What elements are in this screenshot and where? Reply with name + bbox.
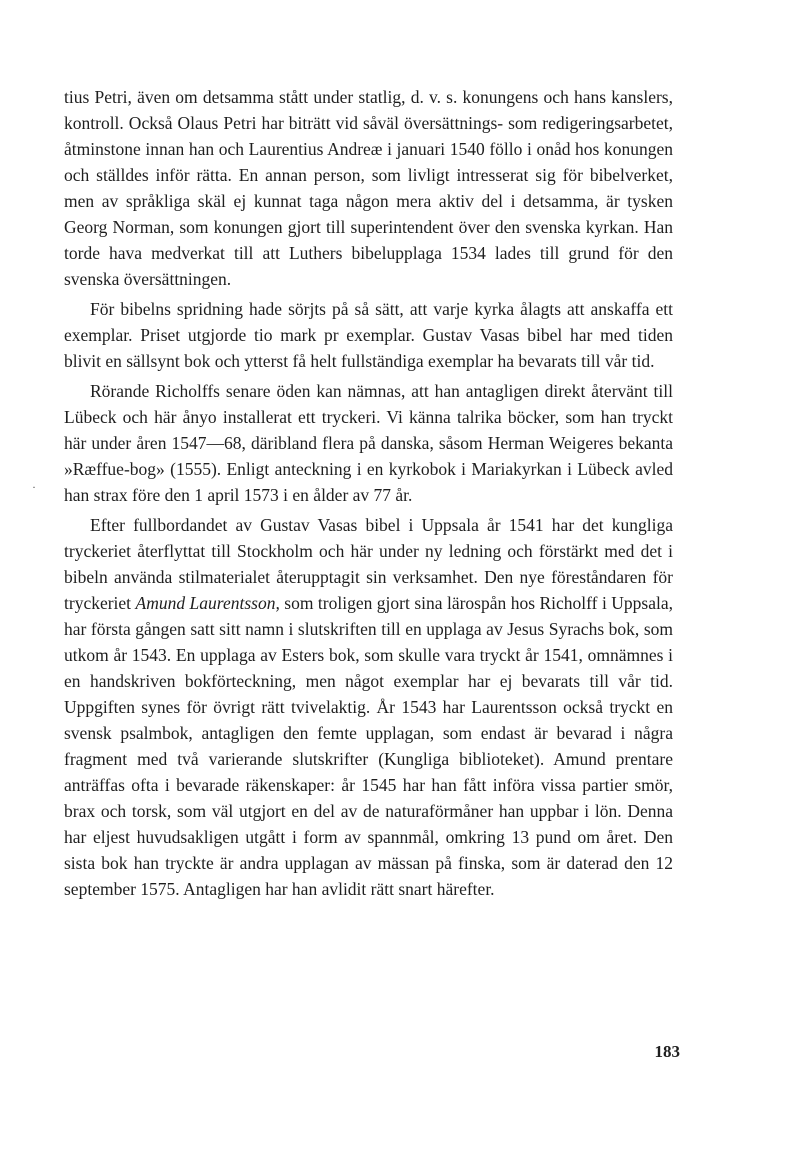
margin-dot: ·	[32, 480, 36, 494]
paragraph-4	[64, 512, 673, 902]
paragraph-1: tius Petri, även om detsamma stått under statlig, d. v. s. konungens och hans kanslers, kontroll. Också Olaus Petri har biträtt vid såväl översättnings- som redigeringsarbetet, åtminstone innan han och Laurentius Andreæ i januari 1540 föllo i onåd hos konungen och ställdes inför rätta. En annan person, som livligt intresserat sig för bibelverket, men av språkliga skäl ej kunnat taga någon mera aktiv del i detsamma, är tysken Georg Norman, som konungen gjort till superintendent över den svenska kyrkan. Han torde hava medverkat till att Luthers bibelupplaga 1534 lades till grund för den svenska översättningen.	[64, 87, 673, 289]
paragraph-2: För bibelns spridning hade sörjts på så sätt, att varje kyrka ålagts att anskaffa ett exemplar. Priset utgjorde tio mark pr exemplar. Gustav Vasas bibel har med tiden blivit en sällsynt bok och ytterst få helt fullständiga exemplar ha bevarats till vår tid.	[64, 299, 673, 371]
paragraph-4-text-end: som troligen gjort sina lärospån hos Richolff i Uppsala, har första gången satt sitt namn i slutskriften till en upplaga av Jesus Syrachs bok, som utkom år 1543. En upplaga av Esters bok, som skulle vara tryckt år 1541, omnämnes i en handskriven bokförteckning, men något exemplar har ej bevarats till vår tid. Uppgiften synes för övrigt rätt tvivelaktig. År 1543 har Laurentsson också tryckt en svensk psalmbok, antagligen den femte upplagan, som endast är bevarad i några fragment med två varierande slutskrifter (Kungliga biblioteket). Amund prentare anträffas ofta i bevarade räkenskaper: år 1545 har han fått införa vissa partier smör, brax och torsk, som väl utgjort en del av de naturaförmåner han uppbar i lön. Denna har eljest huvudsakligen utgått i form av spannmål, omkring 13 pund om året. Den sista bok han tryckte är andra upplagan av mässan på finska, som är daterad den 12 september 1575. Antagligen har han avlidit rätt snart härefter.	[64, 593, 673, 899]
page-body	[64, 84, 673, 902]
page-number: 183	[654, 1042, 680, 1061]
paragraph-4-italic-name: Amund Laurentsson,	[135, 593, 280, 613]
paragraph-4-text-start: Efter fullbordandet av Gustav Vasas bibel i Uppsala år 1541 har det kungliga tryckeriet återflyttat till Stockholm och här under ny ledning och förstärkt med det i bibeln använda stilmaterialet återupptagit sin verksamhet. Den nye föreståndaren för tryckeriet	[64, 515, 673, 613]
paragraph-3: Rörande Richolffs senare öden kan nämnas, att han antagligen direkt återvänt till Lübeck och här ånyo installerat ett tryckeri. Vi känna talrika böcker, som han tryckt här under åren 1547—68, däribland flera på danska, såsom Herman Weigeres bekanta »Ræffue-bog» (1555). Enligt anteckning i en kyrkobok i Mariakyrkan i Lübeck avled han strax före den 1 april 1573 i en ålder av 77 år.	[64, 381, 673, 505]
